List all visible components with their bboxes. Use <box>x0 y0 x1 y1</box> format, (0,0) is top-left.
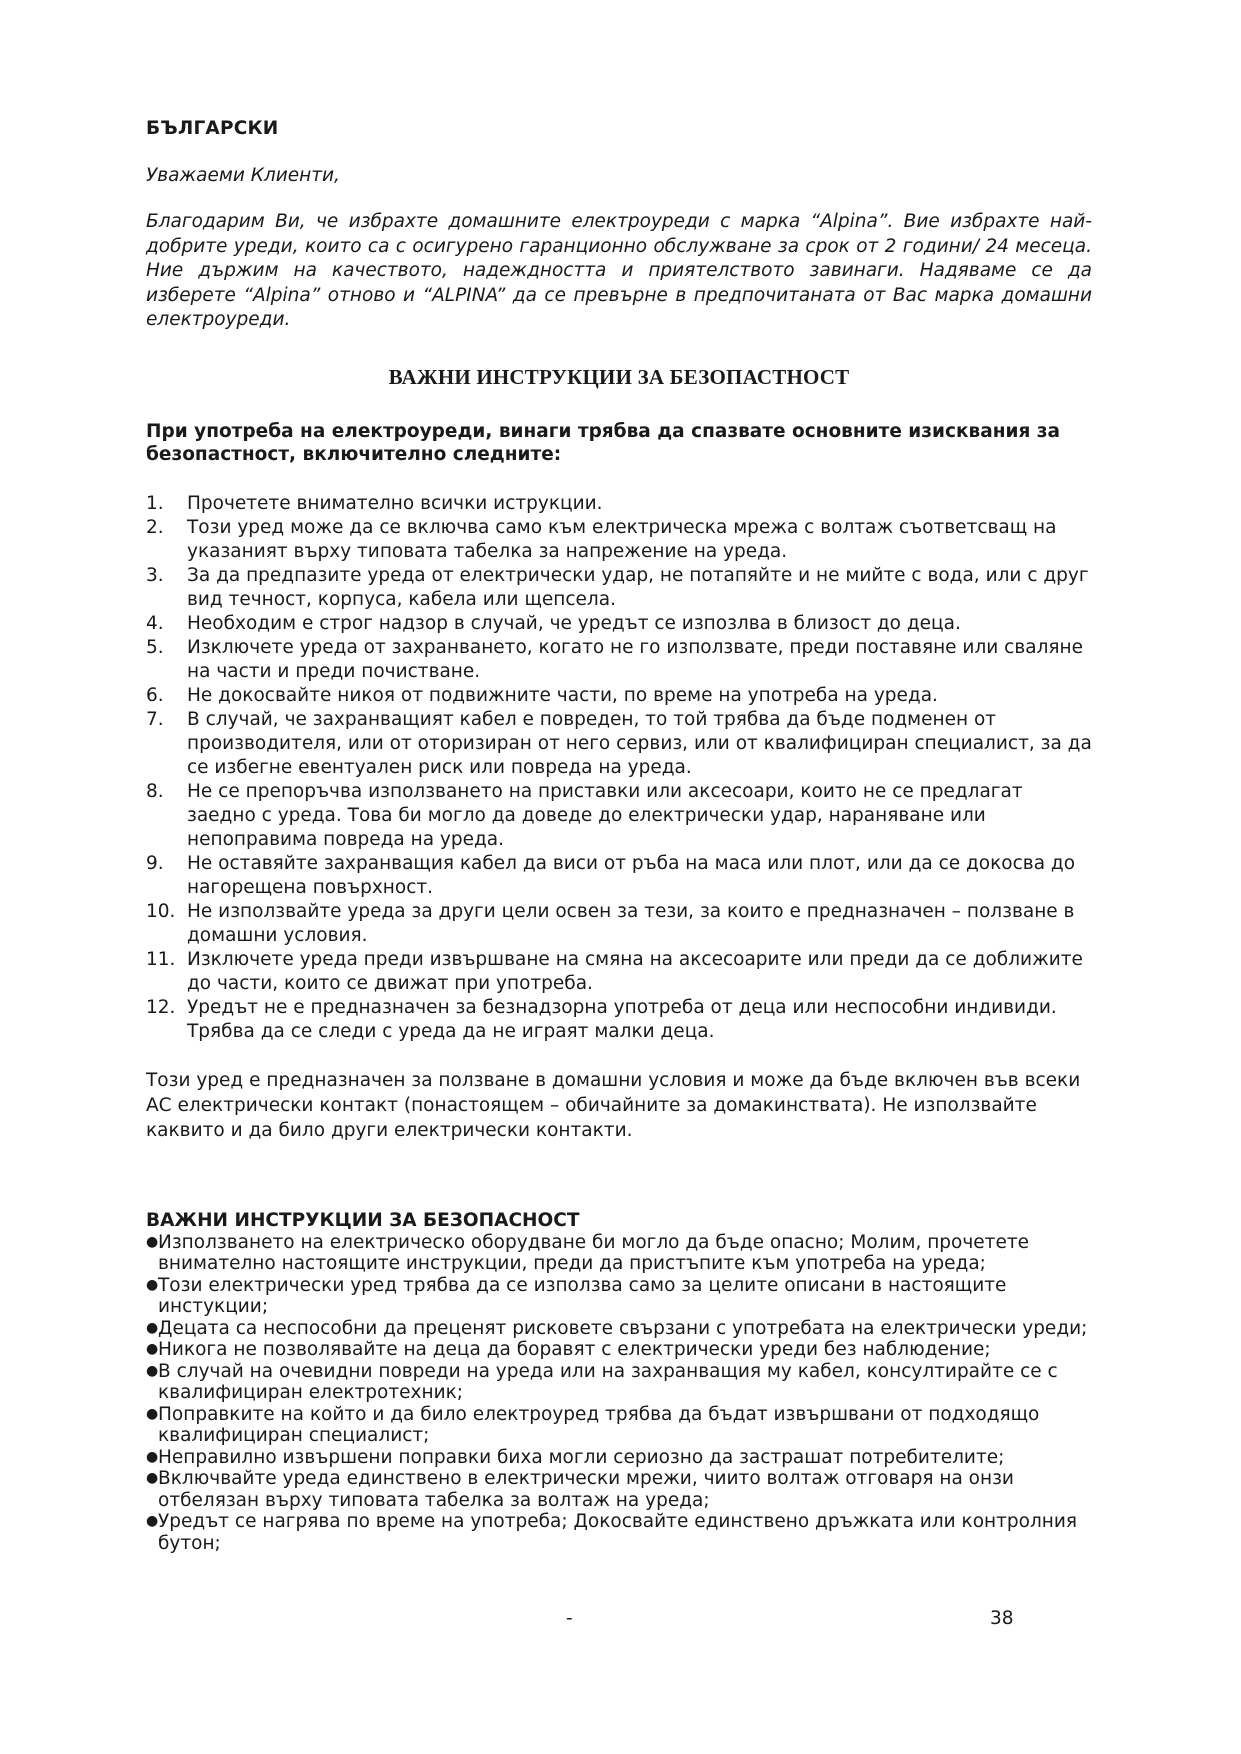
list-number: 1. <box>146 492 164 514</box>
list-text: Децата са неспособни да преценят рисковете свързани с употребата на електрически уреди; <box>158 1317 1088 1339</box>
list-item <box>146 1275 1092 1318</box>
list-item <box>146 564 1092 612</box>
bullet-icon: ● <box>146 1405 159 1422</box>
list-number: 4. <box>146 612 164 634</box>
list-text: Необходим е строг надзор в случай, че уредът се изпозлва в близост до деца. <box>187 612 961 634</box>
list-item <box>146 516 1092 564</box>
bullet-icon: ● <box>146 1362 159 1379</box>
bullet-icon: ● <box>146 1276 159 1293</box>
list-text: Изключете уреда от захранването, когато не го използвате, преди поставяне или сваляне на части и преди почистване. <box>187 636 1084 682</box>
list-text: Неправилно извършени поправки биха могли сериозно да застрашат потребителите; <box>158 1446 1005 1468</box>
list-text: Използването на електрическо оборудване би могло да бъде опасно; Молим, прочетете внимателно настоящите инструкции, преди да пристъпите към употреба на уреда; <box>158 1231 1029 1274</box>
list-item <box>146 852 1092 900</box>
bullet-icon: ● <box>146 1470 159 1486</box>
list-text: Не използвайте уреда за други цели освен за тези, за които е предназначен – ползване в домашни условия. <box>187 900 1075 946</box>
list-item <box>146 1361 1092 1404</box>
bullet-icon: ● <box>146 1319 159 1336</box>
list-text: Не докосвайте никоя от подвижните части, по време на употреба на уреда. <box>187 684 938 706</box>
list-text: Никога не позволявайте на деца да боравят с електрически уреди без наблюдение; <box>158 1339 991 1360</box>
list-item <box>146 1404 1092 1447</box>
list-item <box>146 1468 1092 1511</box>
bullet-icon: ● <box>146 1448 159 1465</box>
list-number: 7. <box>146 708 164 730</box>
list-number: 6. <box>146 684 164 706</box>
list-text: Този уред може да се включва само към електрическа мрежа с волтаж съответсващ на указаният върху типовата табелка за напрежение на уреда. <box>187 516 1057 562</box>
safety-title: ВАЖНИ ИНСТРУКЦИИ ЗА БЕЗОПАСТНОСТ <box>388 364 850 389</box>
list-text: Включвайте уреда единствено в електрически мрежи, чиито волтаж отговаря на онзи отбелязан върху типовата табелка за волтаж на уреда; <box>158 1468 1014 1511</box>
list-item <box>146 1447 1092 1469</box>
document-page <box>146 118 1092 1554</box>
list-item <box>146 612 1092 636</box>
list-number: 2. <box>146 516 164 538</box>
list-number: 5. <box>146 636 164 658</box>
list-item <box>146 1232 1092 1275</box>
list-text: В случай, че захранващият кабел е повреден, то той трябва да бъде подменен от производителя, или от оторизиран от него сервиз, или от квалифициран специалист, за да се избегне евентуален риск или повреда на уреда. <box>187 708 1092 778</box>
list-number: 12. <box>146 996 176 1018</box>
bullet-icon: ● <box>146 1233 159 1250</box>
list-number: 9. <box>146 852 164 874</box>
list-item <box>146 684 1092 708</box>
list-text: Не оставяйте захранващия кабел да виси от ръба на маса или плот, или да се докосва до нагорещена повърхност. <box>187 852 1076 898</box>
list-item <box>146 1511 1092 1554</box>
list-item <box>146 636 1092 684</box>
list-item <box>146 900 1092 948</box>
list-text: Прочетете внимателно всички иструкции. <box>187 492 603 514</box>
list-number: 3. <box>146 564 164 586</box>
list-item <box>146 996 1092 1044</box>
bullet-icon: ● <box>146 1513 159 1529</box>
page-number: 38 <box>990 1608 1014 1629</box>
list-text: В случай на очевидни повреди на уреда или на захранващия му кабел, консултирайте се с квалифициран електротехник; <box>158 1360 1058 1403</box>
list-text: Уредът не е предназначен за безнадзорна употреба от деца или неспособни индивиди. Трябва да се следи с уреда да не играят малки деца. <box>187 996 1057 1042</box>
intro-paragraph: Благодарим Ви, че избрахте домашните електроуреди с марка “Alpina”. Вие избрахте най-добрите уреди, които са с осигурено гаранционно обслужване за срок от 2 години/ 24 месеца. Ние държим на качеството, надеждността и приятелството завинаги. Надяваме се да изберете “Alpina” отново и “ALPINA” да се превърне в предпочитаната от Вас марка домашни електроуреди. <box>146 211 1092 330</box>
list-number: 11. <box>146 948 176 970</box>
list-text: Поправките на който и да било електроуред трябва да бъдат извършвани от подходящо квалифициран специалист; <box>158 1403 1040 1446</box>
list-text: Уредът се нагрява по време на употреба; Докосвайте единствено дръжката или контролния бутон; <box>158 1511 1078 1554</box>
list-item <box>146 780 1092 852</box>
list-number: 8. <box>146 780 164 802</box>
list-item <box>146 948 1092 996</box>
safety-lead: При употреба на електроуреди, винаги трябва да спазвате основните изисквания за безопастност, включително следните: <box>146 420 1060 465</box>
list-text: Изключете уреда преди извършване на смяна на аксесоарите или преди да се доближите до части, които се движат при употреба. <box>187 948 1083 994</box>
safety-rules-list <box>146 492 1092 1044</box>
list-number: 10. <box>146 900 176 922</box>
usage-note: Този уред е предназначен за ползване в домашни условия и може да бъде включен във всеки АС електрически контакт (понастоящем – обичайните за домакинствата). Не използвайте каквито и да било други електрически контакти. <box>146 1069 1081 1141</box>
salutation: Уважаеми Клиенти, <box>146 165 340 186</box>
language-heading: БЪЛГАРСКИ <box>146 118 279 139</box>
bullet-icon: ● <box>146 1341 159 1357</box>
list-item <box>146 708 1092 780</box>
list-text: За да предпазите уреда от електрически удар, не потапяйте и не мийте с вода, или с друг вид течност, корпуса, кабела или щепсела. <box>187 564 1089 610</box>
list-item <box>146 1339 1092 1361</box>
list-text: Не се препоръчва използването на приставки или аксесоари, които не се предлагат заедно с уреда. Това би могло да доведе до електрически удар, нараняване или непоправима повреда на уреда. <box>187 780 1023 850</box>
list-text: Този електрически уред трябва да се използва само за целите описани в настоящите инстукции; <box>158 1274 1007 1317</box>
safety-bullets-list <box>146 1232 1092 1555</box>
footer-dash: - <box>566 1608 573 1629</box>
list-item <box>146 492 1092 516</box>
safety-subtitle: ВАЖНИ ИНСТРУКЦИИ ЗА БЕЗОПАСНОСТ <box>146 1209 580 1231</box>
list-item <box>146 1318 1092 1340</box>
